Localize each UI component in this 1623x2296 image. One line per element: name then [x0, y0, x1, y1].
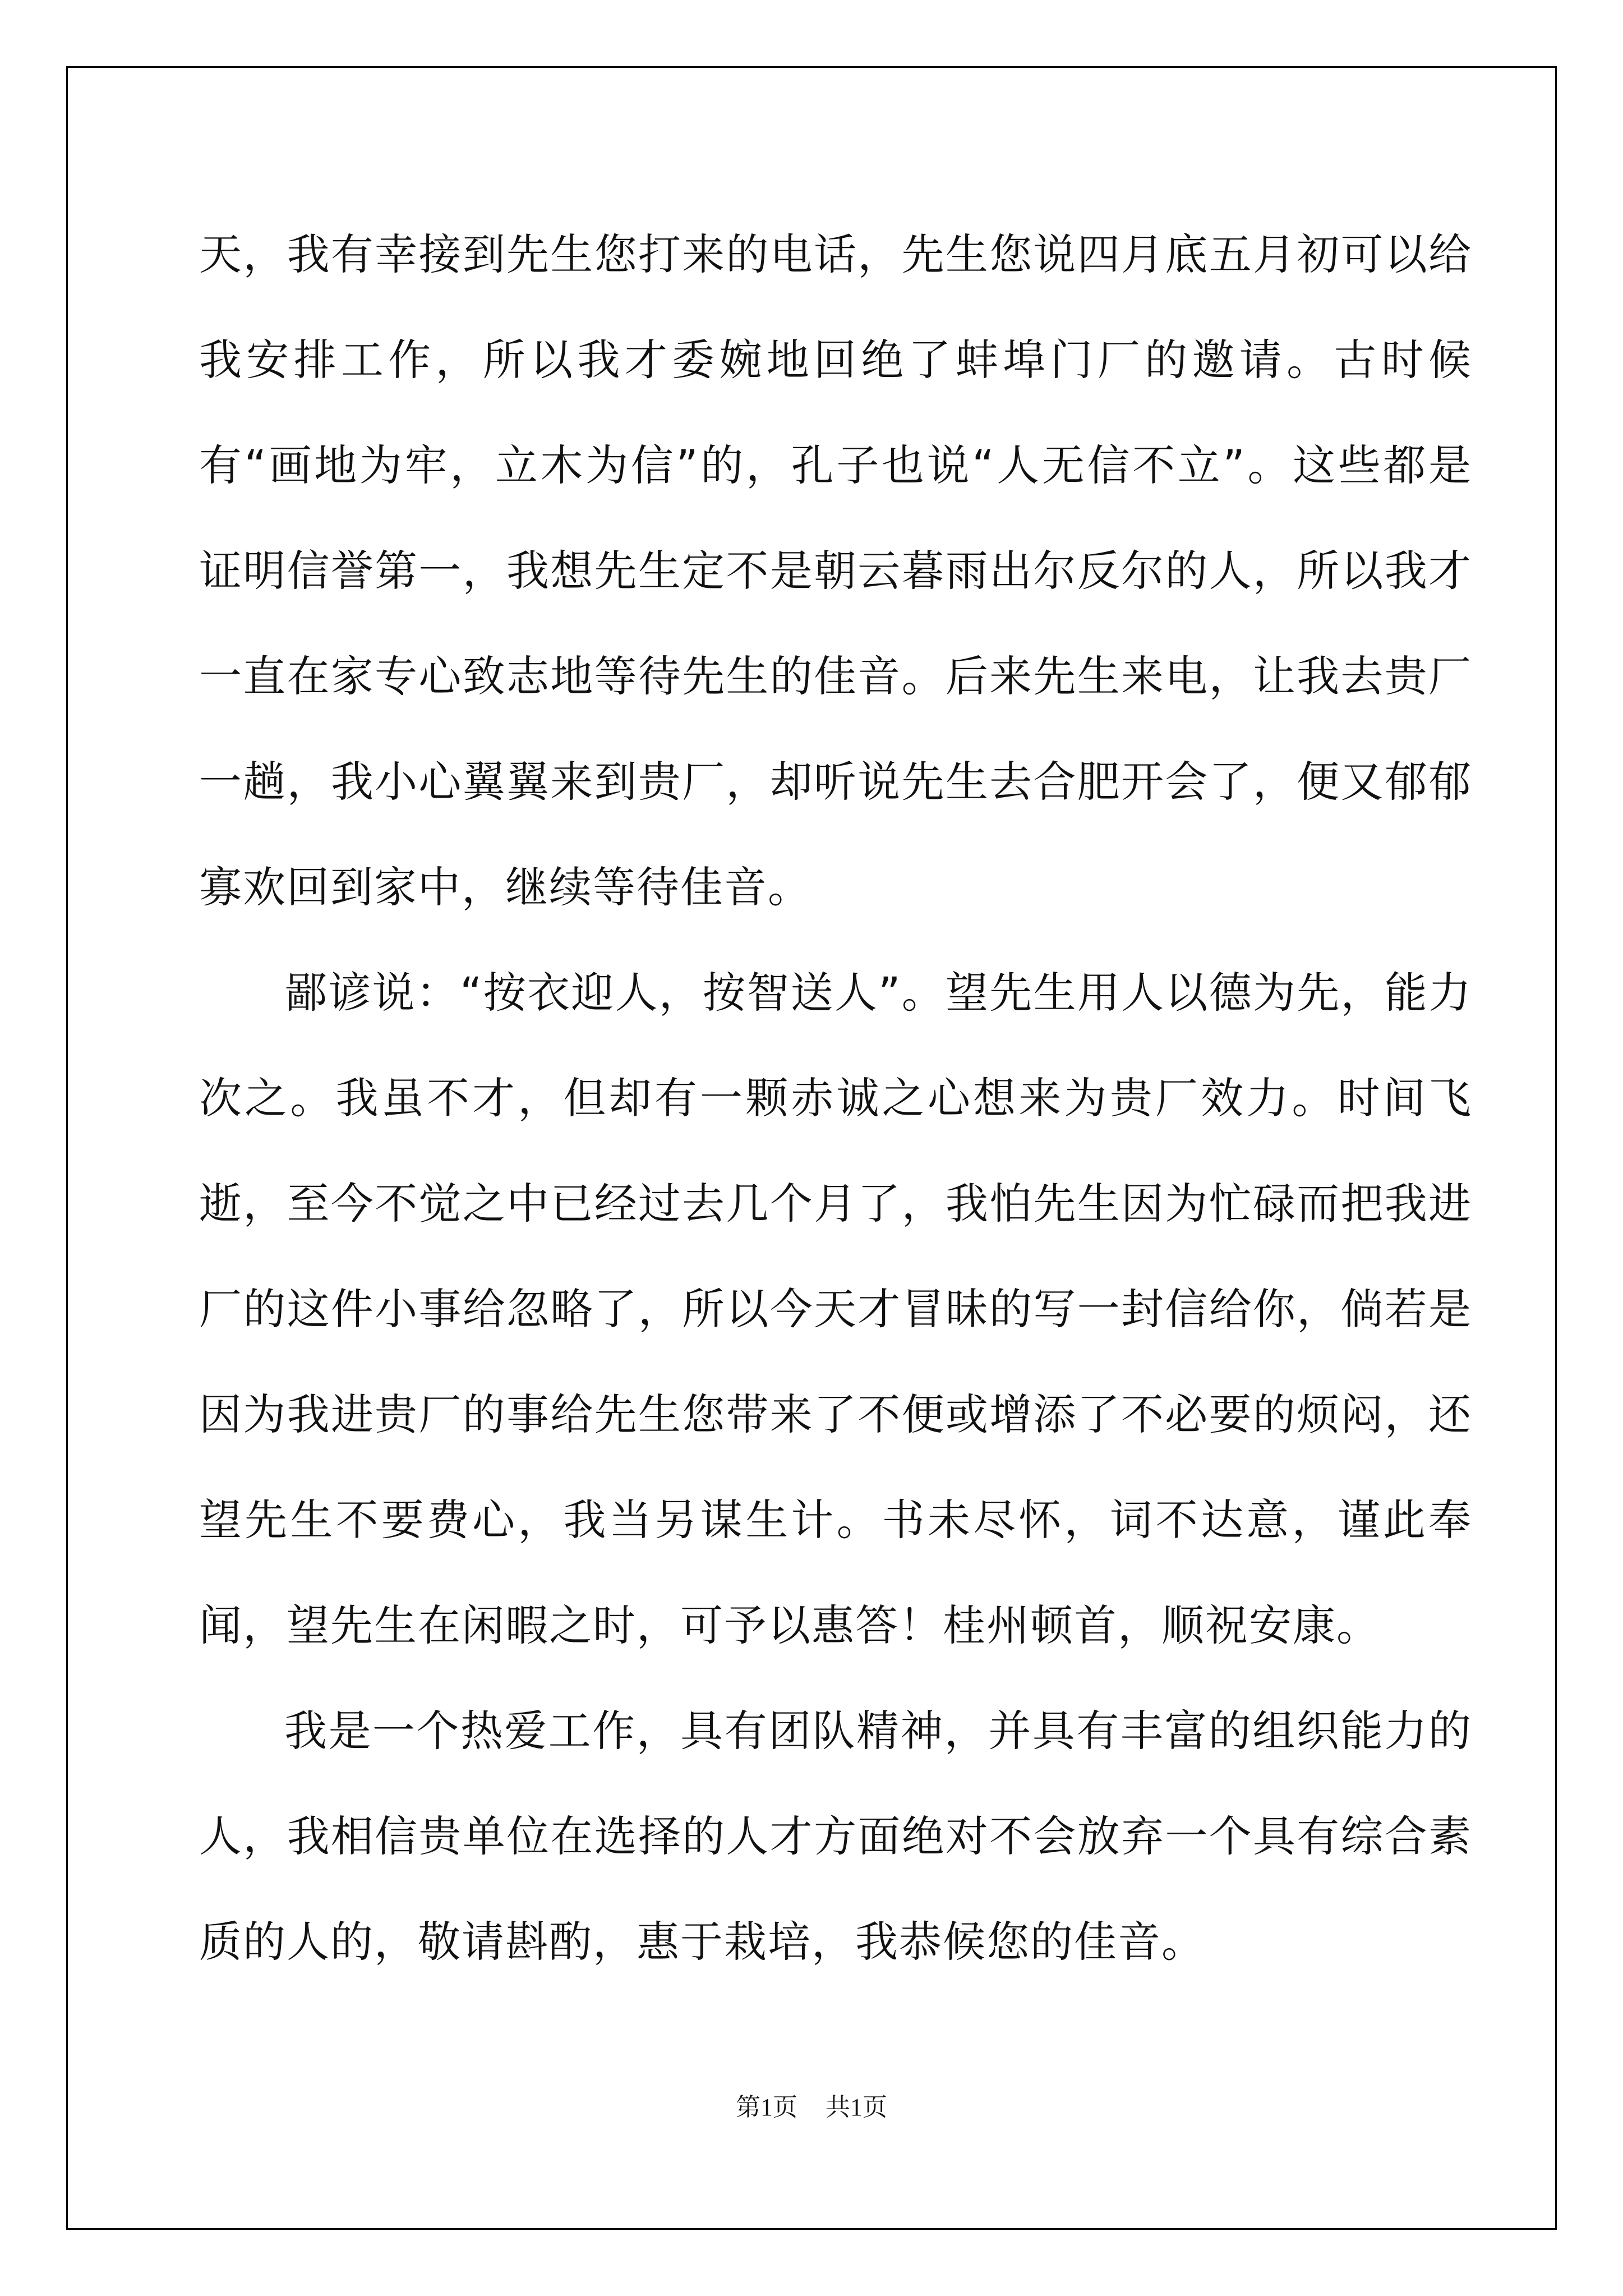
- page-total: 共1页: [826, 2093, 887, 2121]
- paragraph-1: 天，我有幸接到先生您打来的电话，先生您说四月底五月初可以给我安排工作，所以我才委婉地回绝了蚌埠门厂的邀请。古时候有“画地为牢，立木为信”的，孔子也说“人无信不立”。这些都是证明信誉第一，我想先生定不是朝云暮雨出尔反尔的人，所以我才一直在家专心致志地等待先生的佳音。后来先生来电，让我去贵厂一趟，我小心翼翼来到贵厂，却听说先生去合肥开会了，便又郁郁寡欢回到家中，继续等待佳音。: [199, 229, 1472, 912]
- page-number: 第1页: [736, 2093, 797, 2121]
- paragraph-3: 我是一个热爱工作，具有团队精神，并具有丰富的组织能力的人，我相信贵单位在选择的人才方面绝对不会放弃一个具有综合素质的人的，敬请斟酌，惠于栽培，我恭候您的佳音。: [199, 1706, 1472, 1967]
- letter-body: [199, 202, 1472, 1995]
- paragraph-2: 鄙谚说：“按衣迎人，按智送人”。望先生用人以德为先，能力次之。我虽不才，但却有一颗赤诚之心想来为贵厂效力。时间飞逝，至今不觉之中已经过去几个月了，我怕先生因为忙碌而把我进厂的这件小事给忽略了，所以今天才冒昧的写一封信给你，倘若是因为我进贵厂的事给先生您带来了不便或增添了不必要的烦闷，还望先生不要费心，我当另谋生计。书未尽怀，词不达意，谨此奉闻，望先生在闲暇之时，可予以惠答！桂州顿首，顺祝安康。: [199, 968, 1472, 1650]
- page-footer: [0, 2087, 1623, 2123]
